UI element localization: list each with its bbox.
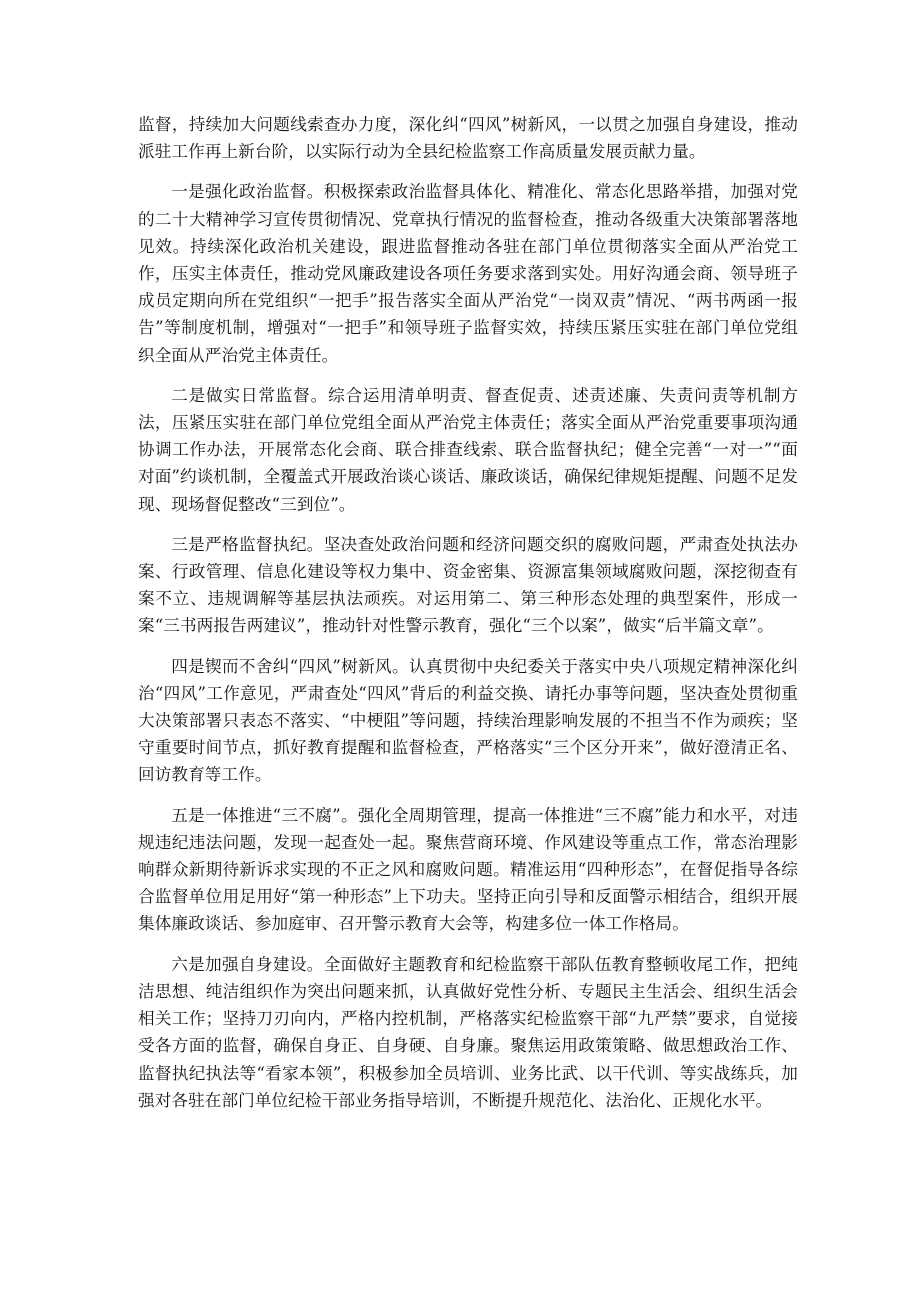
paragraph-gap bbox=[138, 518, 798, 531]
paragraph-daily-supervision: 二是做实日常监督。综合运用清单明责、督查促责、述责述廉、失责问责等机制方法，压紧压实驻在部门单位党组全面从严治党主体责任；落实全面从严治党重要事项沟通协调工作办法，开展常态化会商、联合排查线索、联合监督执纪；健全完善“一对一”“面对面”约谈机制，全覆盖式开展政治谈心谈话、廉政谈话，确保纪律规矩提醒、问题不足发现、现场督促整改“三到位”。 bbox=[138, 385, 798, 514]
paragraph-political-supervision: 一是强化政治监督。积极探索政治监督具体化、精准化、常态化思路举措，加强对党的二十大精神学习宣传贯彻情况、党章执行情况的监督检查，推动各级重大决策部署落地见效。持续深化政治机关建设，跟进监督推动各驻在部门单位贯彻落实全面从严治党工作，压实主体责任，推动党风廉政建设各项任务要求落到实处。用好沟通会商、领导班子成员定期向所在党组织“一把手”报告落实全面从严治党“一岗双责”情况、“两书两函一报告”等制度机制，增强对“一把手”和领导班子监督实效，持续压紧压实驻在部门单位党组织全面从严治党主体责任。 bbox=[138, 182, 798, 365]
document-body bbox=[138, 111, 798, 1114]
paragraph-three-no-corruption: 五是一体推进“三不腐”。强化全周期管理，提高一体推进“三不腐”能力和水平，对违规违纪违法问题，发现一起查处一起。聚焦营商环境、作风建设等重点工作，常态治理影响群众新期待新诉求实现的不正之风和腐败问题。精准运用“四种形态”，在督促指导各综合监督单位用足用好“第一种形态”上下功夫。坚持正向引导和反面警示相结合，组织开展集体廉政谈话、参加庭审、召开警示教育大会等，构建多位一体工作格局。 bbox=[138, 805, 798, 934]
paragraph-continuation: 监督，持续加大问题线索查办力度，深化纠“四风”树新风，一以贯之加强自身建设，推动派驻工作再上新台阶，以实际行动为全县纪检监察工作高质量发展贡献力量。 bbox=[138, 115, 798, 162]
paragraph-gap bbox=[138, 640, 798, 653]
paragraph-gap bbox=[138, 938, 798, 951]
paragraph-discipline-enforcement: 三是严格监督执纪。坚决查处政治问题和经济问题交织的腐败问题，严肃查处执法办案、行政管理、信息化建设等权力集中、资金密集、资源富集领域腐败问题，深挖彻查有案不立、违规调解等基层执法顽疾。对运用第二、第三种形态处理的典型案件，形成一案“三书两报告两建议”，推动针对性警示教育，强化“三个以案”，做实“后半篇文章”。 bbox=[138, 534, 798, 636]
paragraph-gap bbox=[138, 789, 798, 802]
paragraph-gap bbox=[138, 369, 798, 382]
paragraph-self-building: 六是加强自身建设。全面做好主题教育和纪检监察干部队伍教育整顿收尾工作，把纯洁思想、纯洁组织作为突出问题来抓，认真做好党性分析、专题民主生活会、组织生活会相关工作；坚持刀刃向内，严格内控机制，严格落实纪检监察干部“九严禁”要求，自觉接受各方面的监督，确保自身正、自身硬、自身廉。聚焦运用政策策略、做思想政治工作、监督执纪执法等“看家本领”，积极参加全员培训、业务比武、以干代训、等实战练兵，加强对各驻在部门单位纪检干部业务指导培训，不断提升规范化、法治化、正规化水平。 bbox=[138, 954, 798, 1110]
paragraph-four-winds: 四是锲而不舍纠“四风”树新风。认真贯彻中央纪委关于落实中央八项规定精神深化纠治“四风”工作意见，严肃查处“四风”背后的利益交换、请托办事等问题，坚决查处贯彻重大决策部署只表态不落实、“中梗阻”等问题，持续治理影响发展的不担当不作为顽疾；坚守重要时间节点，抓好教育提醒和监督检查，严格落实“三个区分开来”，做好澄清正名、回访教育等工作。 bbox=[138, 656, 798, 785]
paragraph-gap bbox=[138, 165, 798, 178]
